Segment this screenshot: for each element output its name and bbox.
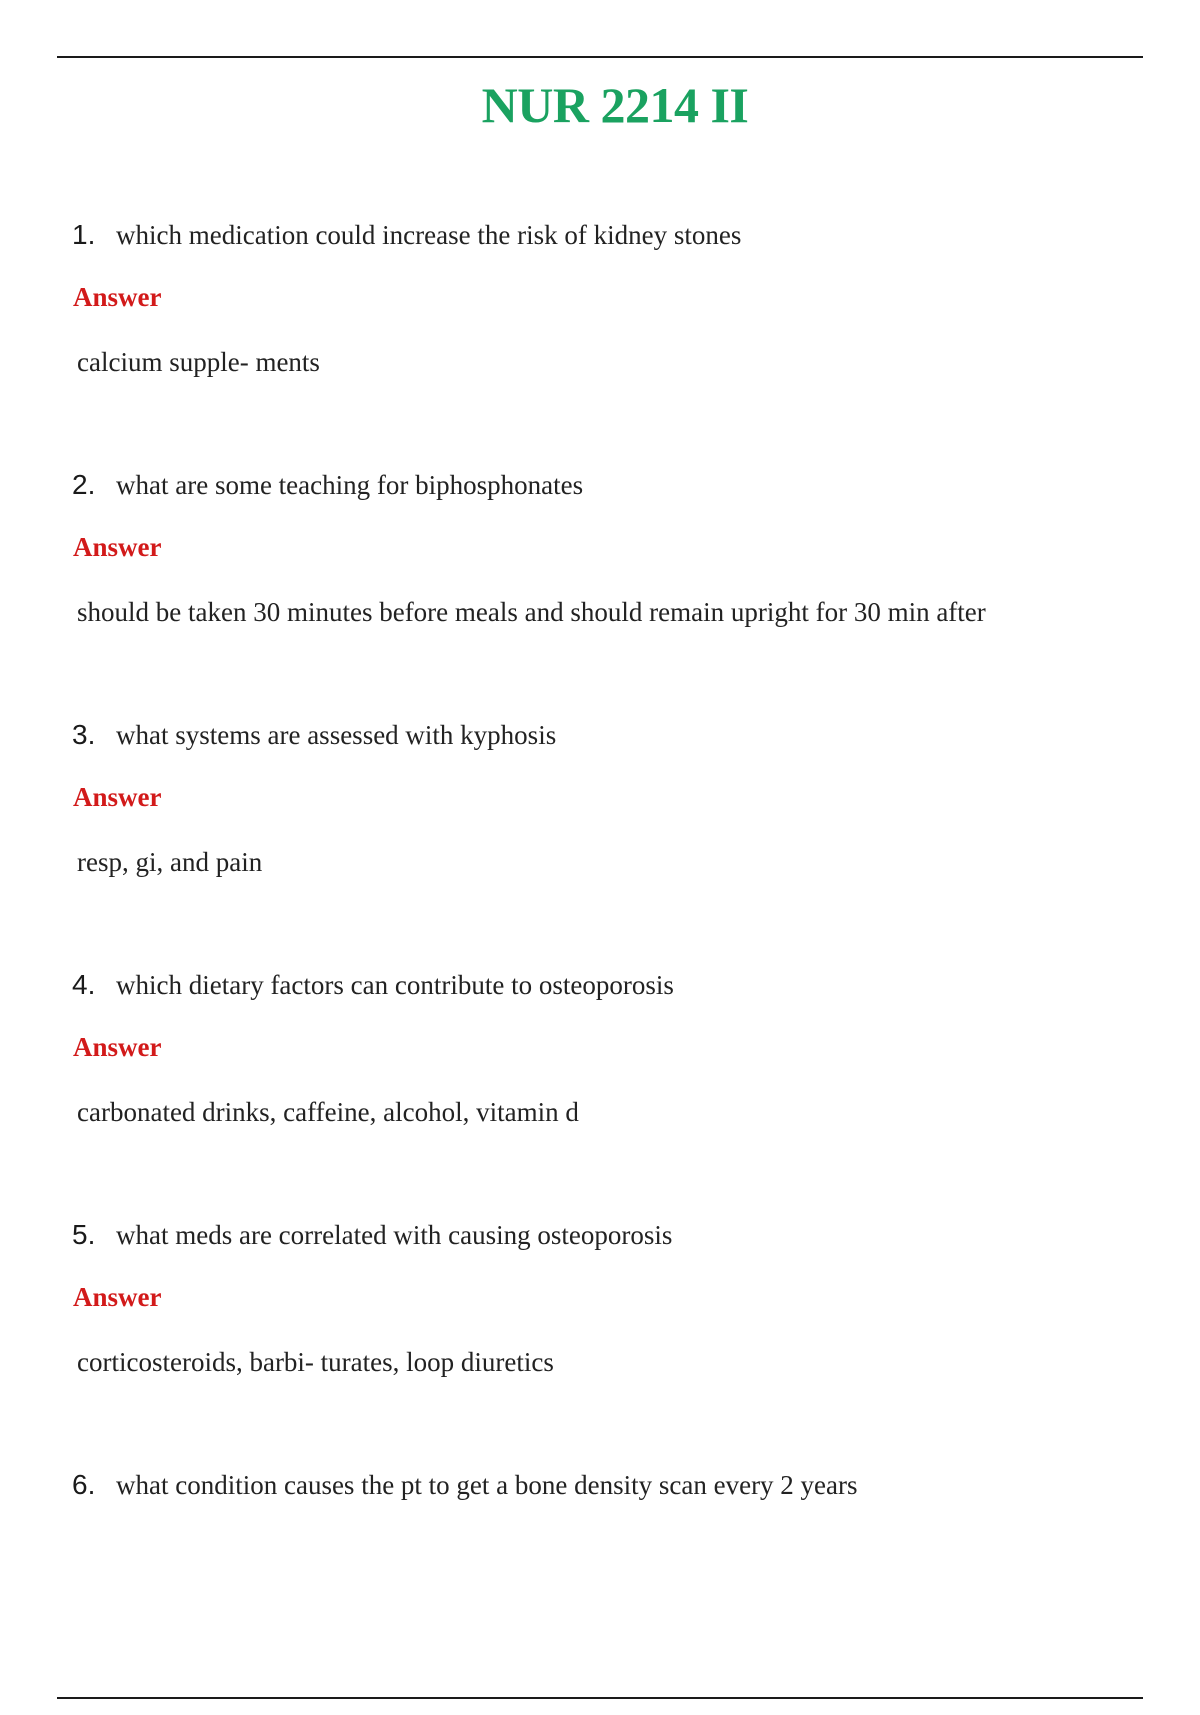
page-title: NUR 2214 II xyxy=(481,77,749,133)
answer-label: Answer xyxy=(73,782,162,812)
question-row xyxy=(72,965,674,1005)
question-number: 3. xyxy=(72,719,96,750)
answer-label: Answer xyxy=(73,1282,162,1312)
question-number: 2. xyxy=(72,469,96,500)
answer-text: should be taken 30 minutes before meals and should remain upright for 30 min after xyxy=(77,597,986,627)
question-item xyxy=(0,715,1200,965)
question-text: which dietary factors can contribute to osteoporosis xyxy=(116,970,674,1000)
bottom-rule xyxy=(57,1697,1143,1699)
question-text: what systems are assessed with kyphosis xyxy=(116,720,557,750)
answer-text: carbonated drinks, caffeine, alcohol, vitamin d xyxy=(77,1097,579,1127)
question-item xyxy=(0,215,1200,465)
question-text: what condition causes the pt to get a bone density scan every 2 years xyxy=(116,1470,858,1500)
question-row xyxy=(72,215,741,255)
question-item xyxy=(0,1465,1200,1715)
question-list xyxy=(0,215,1200,1715)
question-number: 1. xyxy=(72,219,96,250)
answer-text: calcium supple- ments xyxy=(77,347,320,377)
answer-text: corticosteroids, barbi- turates, loop diuretics xyxy=(77,1347,554,1377)
question-row xyxy=(72,1465,858,1505)
question-number: 6. xyxy=(72,1469,96,1500)
question-row xyxy=(72,715,556,755)
question-row xyxy=(72,1215,672,1255)
question-item xyxy=(0,1215,1200,1465)
answer-label: Answer xyxy=(73,282,162,312)
top-rule xyxy=(57,56,1143,58)
question-number: 4. xyxy=(72,969,96,1000)
answer-label: Answer xyxy=(73,1032,162,1062)
answer-label: Answer xyxy=(73,532,162,562)
question-text: what are some teaching for biphosphonates xyxy=(116,470,584,500)
question-text: which medication could increase the risk of kidney stones xyxy=(116,220,742,250)
question-row xyxy=(72,465,583,505)
question-number: 5. xyxy=(72,1219,96,1250)
question-item xyxy=(0,465,1200,715)
question-item xyxy=(0,965,1200,1215)
question-text: what meds are correlated with causing osteoporosis xyxy=(116,1220,673,1250)
answer-text: resp, gi, and pain xyxy=(77,847,263,877)
